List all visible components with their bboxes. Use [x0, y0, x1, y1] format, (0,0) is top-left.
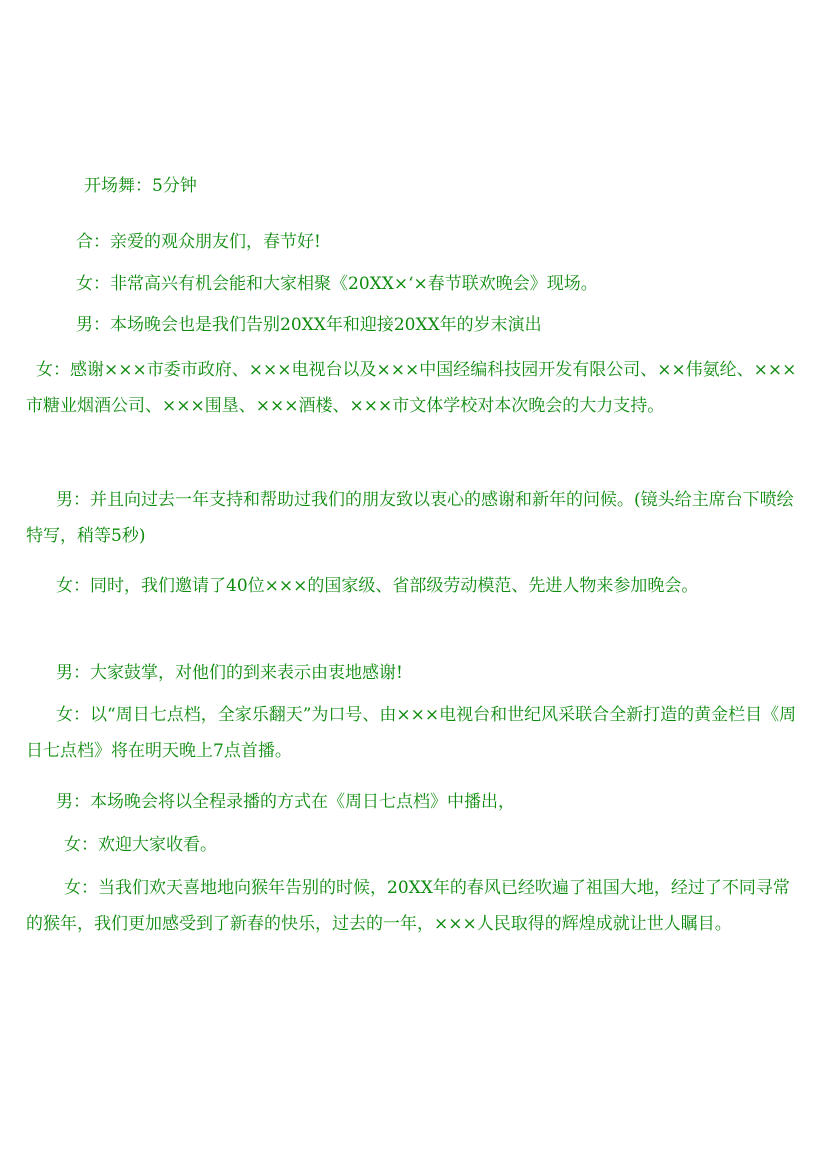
paragraph-opening-dance: 开场舞：5分钟	[84, 176, 197, 196]
paragraph-female-thanks: 女：感谢×××市委市政府、×××电视台以及×××中国经编科技园开发有限公司、××伟氨纶、×××市糖业烟酒公司、×××围垦、×××酒楼、×××市文体学校对本次晚会的大力支持。	[26, 360, 797, 416]
paragraph-male-broadcast: 男：本场晚会将以全程录播的方式在《周日七点档》中播出，	[56, 792, 515, 812]
paragraph-male-applause: 男：大家鼓掌，对他们的到来表示由衷地感谢!	[56, 663, 403, 683]
paragraph-female-watch: 女：欢迎大家收看。	[64, 835, 217, 855]
paragraph-female-spring: 女：当我们欢天喜地地向猴年告别的时候，20XX年的春风已经吹遍了祖国大地，经过了不同寻常的猴年，我们更加感受到了新春的快乐，过去的一年，×××人民取得的辉煌成就让世人瞩目。	[26, 878, 790, 934]
paragraph-female-model-workers: 女：同时，我们邀请了40位×××的国家级、省部级劳动模范、先进人物来参加晚会。	[56, 576, 699, 596]
paragraph-male-gratitude: 男：并且向过去一年支持和帮助过我们的朋友致以衷心的感谢和新年的问候。(镜头给主席台下喷绘特写，稍等5秒)	[26, 490, 794, 546]
paragraph-male-farewell: 男：本场晚会也是我们告别20XX年和迎接20XX年的岁末演出	[76, 315, 542, 335]
paragraph-female-program: 女：以“周日七点档，全家乐翻天”为口号、由×××电视台和世纪风采联合全新打造的黄金栏目《周日七点档》将在明天晚上7点首播。	[26, 705, 797, 761]
paragraph-female-welcome: 女：非常高兴有机会能和大家相聚《20XX×‘×春节联欢晚会》现场。	[76, 274, 598, 294]
paragraph-greeting: 合：亲爱的观众朋友们，春节好!	[76, 232, 321, 252]
